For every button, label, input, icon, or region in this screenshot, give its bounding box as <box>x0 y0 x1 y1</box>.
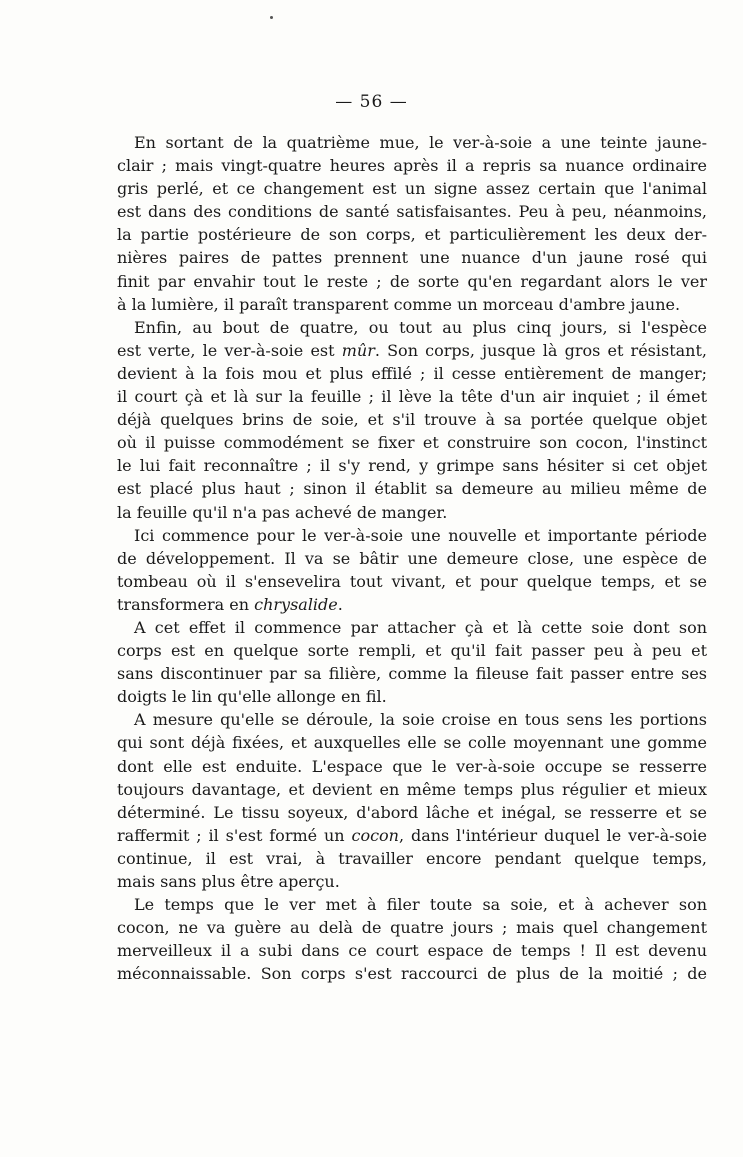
text-run: où il puisse commodément se fixer et construire son cocon, l'instinct <box>117 433 707 453</box>
text-run: à la lumière, il paraît transparent comme un morceau d'ambre jaune. <box>117 294 681 314</box>
text-run: gris perlé, et ce changement est un signe assez certain que l'animal <box>117 179 707 199</box>
text-run: A mesure qu'elle se déroule, la soie croise en tous sens les portions <box>134 710 707 730</box>
text-line <box>117 778 707 801</box>
text-run: Ici commence pour le ver-à-soie une nouvelle et importante période <box>134 525 707 545</box>
text-run: tombeau où il s'ensevelira tout vivant, et pour quelque temps, et se <box>117 571 707 591</box>
text-line <box>117 177 707 200</box>
text-run: . <box>337 594 343 614</box>
text-line <box>117 708 707 731</box>
text-line <box>117 639 707 662</box>
text-line <box>117 870 707 893</box>
text-line <box>117 801 707 824</box>
page-number: — 56 — <box>335 92 408 112</box>
text-line <box>117 547 707 570</box>
text-run: déterminé. Le tissu soyeux, d'abord lâche et inégal, se resserre et se <box>117 802 707 822</box>
text-run: dont elle est enduite. L'espace que le ver-à-soie occupe se resserre <box>117 756 707 776</box>
text-line <box>117 962 707 985</box>
text-run: devient à la fois mou et plus effilé ; il cesse entièrement de manger; <box>117 363 707 383</box>
text-run: est placé plus haut ; sinon il établit sa demeure au milieu même de <box>117 479 707 499</box>
text-line <box>117 477 707 500</box>
text-line <box>117 270 707 293</box>
text-run: En sortant de la quatrième mue, le ver-à-soie a une teinte jaune- <box>134 133 707 152</box>
text-run: clair ; mais vingt-quatre heures après il a repris sa nuance ordinaire <box>117 156 707 176</box>
text-line <box>117 431 707 454</box>
text-run: est verte, le ver-à-soie est <box>117 340 342 360</box>
text-line <box>117 362 707 385</box>
text-run: raffermit ; il s'est formé un <box>117 825 352 845</box>
text-run: , dans l'intérieur duquel le ver-à-soie <box>398 825 707 845</box>
paragraph <box>117 708 707 893</box>
text-run: déjà quelques brins de soie, et s'il trouve à sa portée quelque objet <box>117 410 707 430</box>
text-line <box>117 246 707 269</box>
text-line <box>117 847 707 870</box>
text-run: doigts le lin qu'elle allonge en fil. <box>117 687 387 707</box>
text-run: transformera en <box>117 594 255 614</box>
text-run: nières paires de pattes prennent une nuance d'un jaune rosé qui <box>117 248 707 268</box>
text-run: corps est en quelque sorte rempli, et qu'il fait passer peu à peu et <box>117 641 707 661</box>
text-line <box>117 662 707 685</box>
text-line <box>117 316 707 339</box>
text-run: mais sans plus être aperçu. <box>117 872 340 891</box>
text-line <box>117 593 707 616</box>
text-run: finit par envahir tout le reste ; de sorte qu'en regardant alors le ver <box>117 271 707 291</box>
text-run: A cet effet il commence par attacher çà et là cette soie dont son <box>134 617 707 637</box>
text-run: il court çà et là sur la feuille ; il lève la tête d'un air inquiet ; il émet <box>117 387 707 407</box>
text-line <box>117 616 707 639</box>
text-line <box>117 939 707 962</box>
body-text <box>117 131 707 985</box>
text-line <box>117 570 707 593</box>
text-run: continue, il est vrai, à travailler encore pendant quelque temps, <box>117 848 707 868</box>
text-run: de développement. Il va se bâtir une demeure close, une espèce de <box>117 548 707 568</box>
text-run: méconnaissable. Son corps s'est raccourci de plus de la moitié ; de <box>117 964 707 984</box>
text-run: la partie postérieure de son corps, et particulièrement les deux der- <box>117 225 707 245</box>
text-line <box>117 200 707 223</box>
paragraph <box>117 524 707 616</box>
italic-term: cocon <box>351 825 399 845</box>
ink-speck <box>270 16 273 19</box>
text-line <box>117 131 707 154</box>
text-line <box>117 916 707 939</box>
text-line <box>117 339 707 362</box>
text-line <box>117 685 707 708</box>
text-line <box>117 731 707 754</box>
text-run: toujours davantage, et devient en même temps plus régulier et mieux <box>117 779 707 799</box>
text-run: qui sont déjà fixées, et auxquelles elle se colle moyennant une gomme <box>117 733 707 753</box>
paragraph <box>117 316 707 524</box>
text-run: le lui fait reconnaître ; il s'y rend, y grimpe sans hésiter si cet objet <box>117 456 707 476</box>
text-run: Enfin, au bout de quatre, ou tout au plus cinq jours, si l'espèce <box>134 317 707 337</box>
text-line <box>117 154 707 177</box>
text-run: cocon, ne va guère au delà de quatre jours ; mais quel changement <box>117 918 707 938</box>
text-run: sans discontinuer par sa filière, comme la fileuse fait passer entre ses <box>117 664 707 684</box>
text-line <box>117 454 707 477</box>
text-run: est dans des conditions de santé satisfaisantes. Peu à peu, néanmoins, <box>117 202 707 222</box>
italic-term: mûr <box>341 340 375 360</box>
text-line <box>117 755 707 778</box>
text-run: merveilleux il a subi dans ce court espace de temps ! Il est devenu <box>117 941 707 961</box>
text-line <box>117 501 707 524</box>
italic-term: chrysalide <box>254 594 338 614</box>
paragraph <box>117 616 707 708</box>
text-run: . Son corps, jusque là gros et résistant, <box>374 340 707 360</box>
text-line <box>117 524 707 547</box>
text-run: Le temps que le ver met à filer toute sa soie, et à achever son <box>134 895 707 915</box>
paragraph <box>117 131 707 316</box>
text-line <box>117 893 707 916</box>
text-line <box>117 824 707 847</box>
text-line <box>117 385 707 408</box>
text-run: la feuille qu'il n'a pas achevé de manger. <box>117 502 448 522</box>
text-line <box>117 293 707 316</box>
text-line <box>117 408 707 431</box>
paragraph <box>117 893 707 985</box>
text-line <box>117 223 707 246</box>
